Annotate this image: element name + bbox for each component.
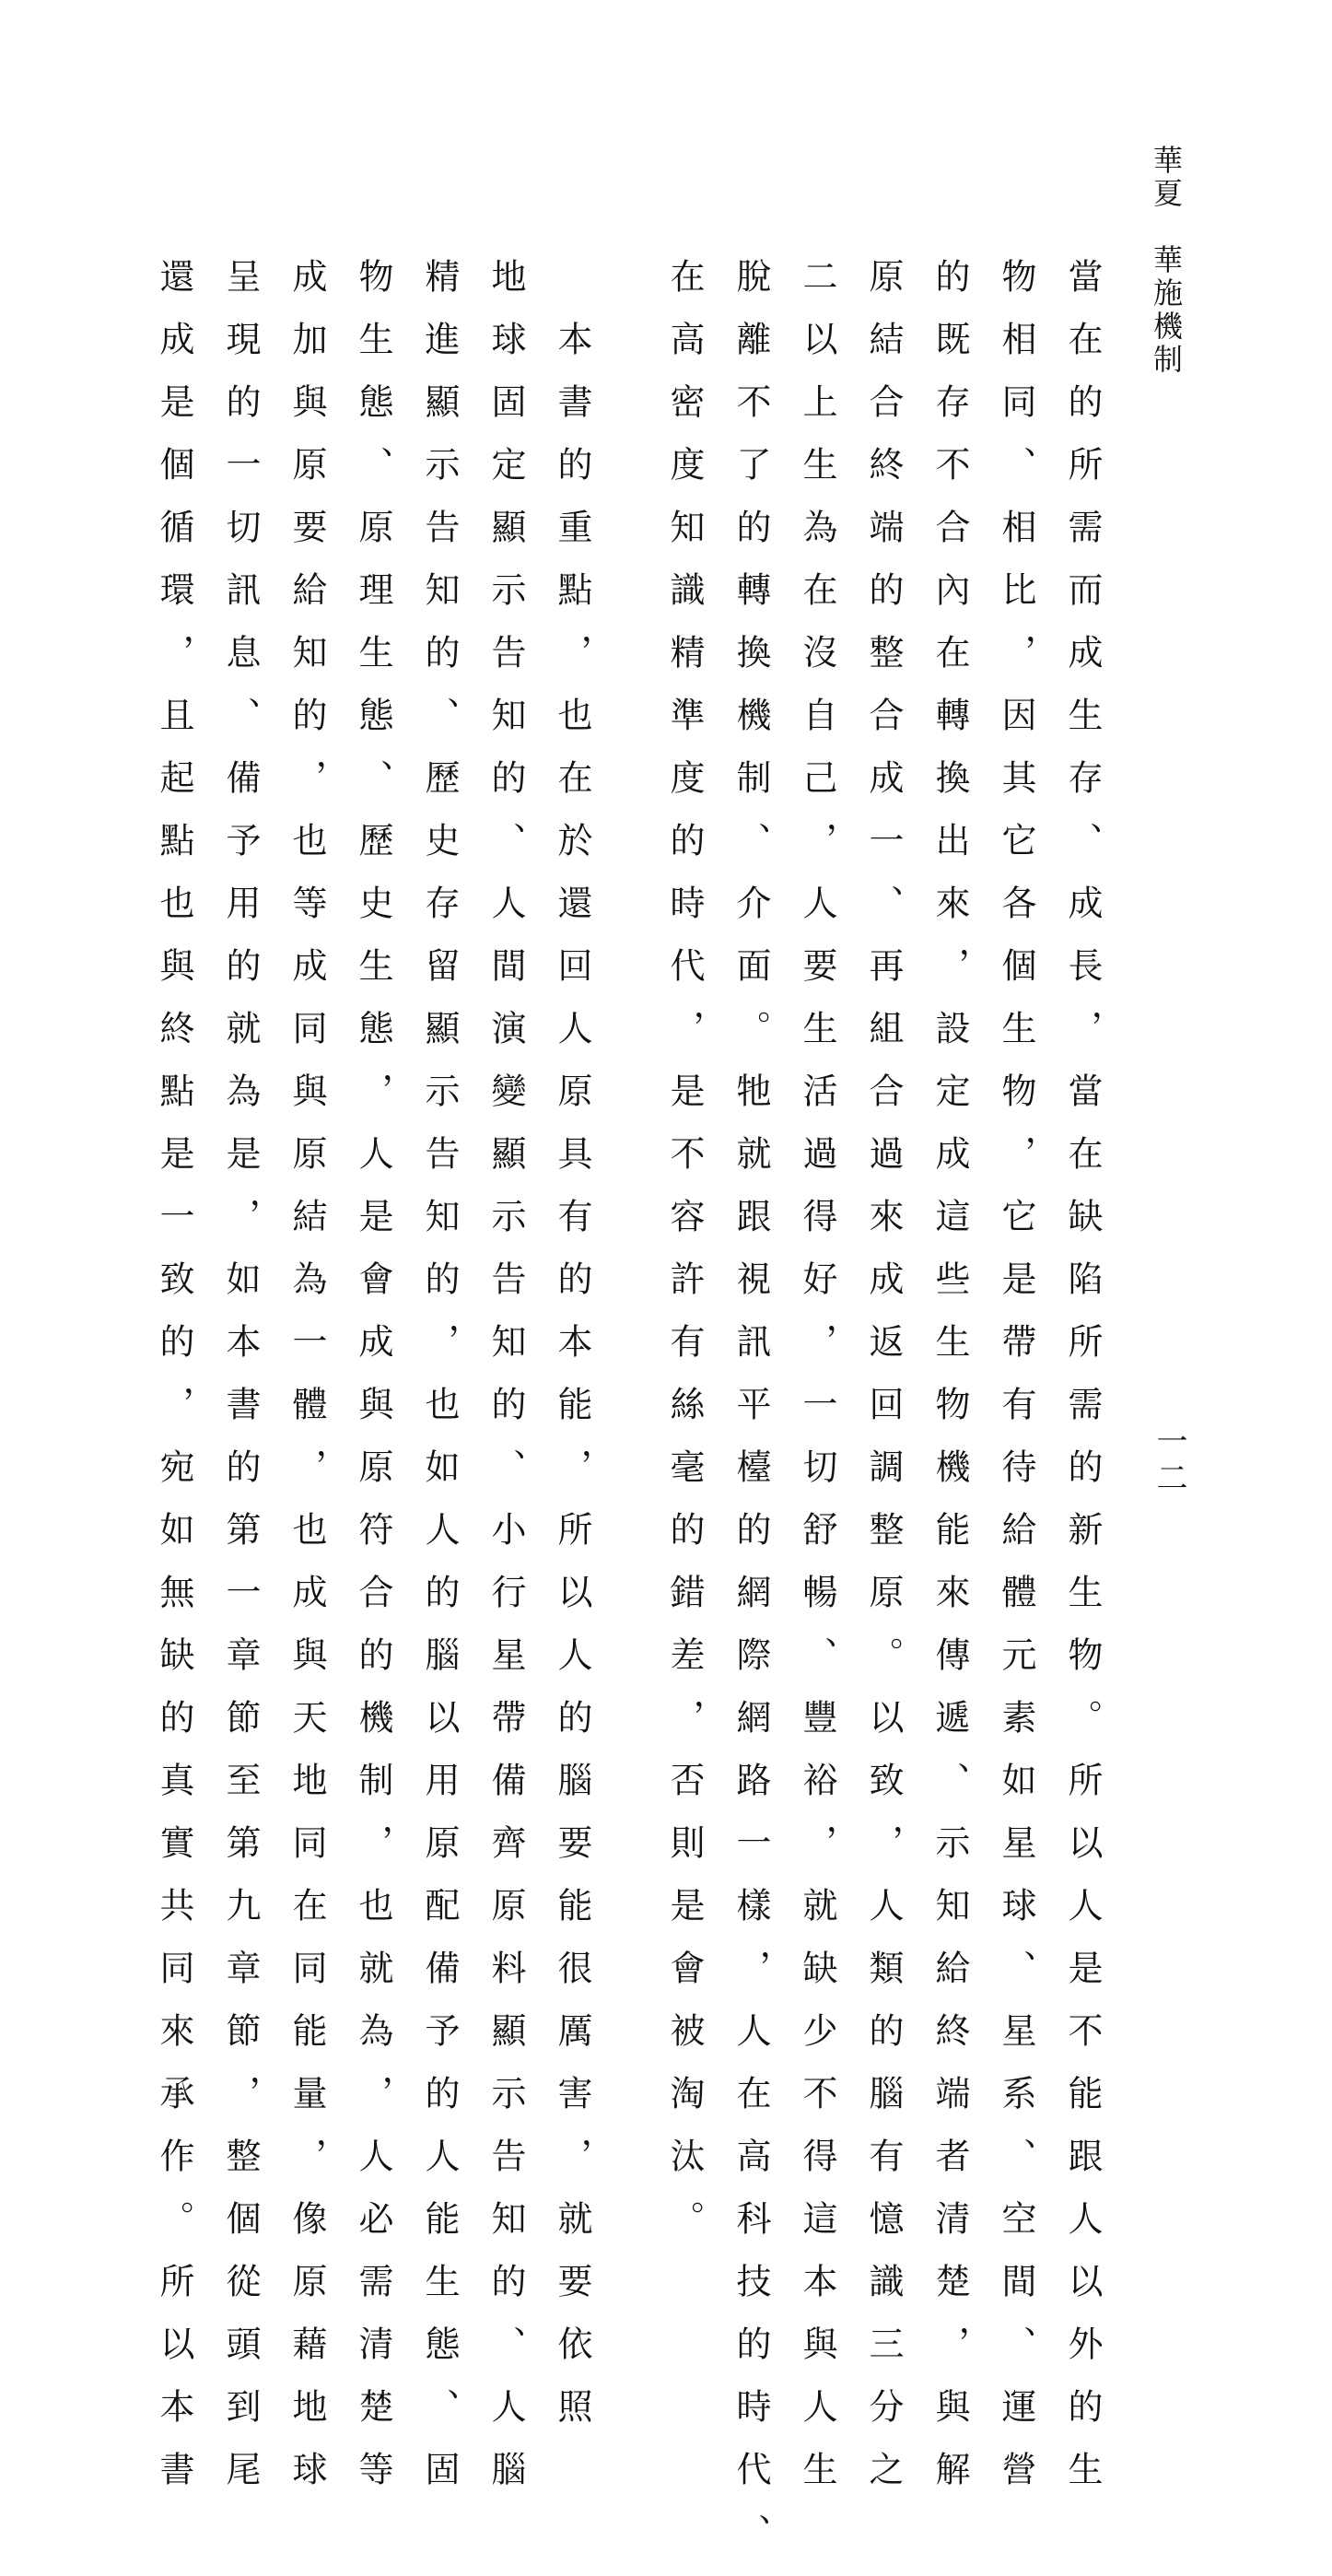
text-column: 本書的重點，也在於還回人原具有的本能，所以人的腦要能很厲害，就要依照 xyxy=(552,258,592,2451)
page-number: 一二 xyxy=(1151,1424,1187,1498)
text-column: 精進顯示告知的、歷史存留顯示告知的，也如人的腦以用原配備予的人能生態、固 xyxy=(419,258,460,2513)
text-column: 還成是個循環，且起點也與終點是一致的，宛如無缺的真實共同來承作。所以本書 xyxy=(154,258,194,2513)
text-column: 物相同、相比，因其它各個生物，它是帶有待給體元素如星球、星系、空間、運營 xyxy=(996,258,1036,2513)
body-text xyxy=(125,258,1103,2576)
text-column: 呈現的一切訊息、備予用的就為是，如本書的第一章節至第九章節，整個從頭到尾 xyxy=(220,258,261,2513)
text-column: 成加與原要給知的，也等成同與原結為一體，也成與天地同在同能量，像原藉地球 xyxy=(286,258,327,2513)
text-column: 在高密度知識精準度的時代，是不容許有絲毫的錯差，否則是會被淘汰。 xyxy=(664,258,705,2263)
text-column: 的既存不合內在轉換出來，設定成這些生物機能來傳遞、示知給終端者清楚，與解 xyxy=(929,258,970,2513)
text-column: 當在的所需而成生存、成長，當在缺陷所需的新生物。所以人是不能跟人以外的生 xyxy=(1062,258,1103,2513)
text-column: 物生態、原理生態、歷史生態，人是會成與原符合的機制，也就為，人必需清楚等 xyxy=(353,258,393,2513)
text-column: 脫離不了的轉換機制、介面。牠就跟視訊平檯的網際網路一樣，人在高科技的時代、 xyxy=(730,258,771,2576)
running-header: 華夏 華施機制 xyxy=(1149,145,1184,377)
text-column: 二以上生為在沒自己，人要生活過得好，一切舒暢、豐裕，就缺少不得這本與人生 xyxy=(797,258,837,2513)
text-column: 地球固定顯示告知的、人間演變顯示告知的、小行星帶備齊原料顯示告知的、人腦 xyxy=(485,258,526,2513)
text-column: 原結合終端的整合成一、再組合過來成返回調整原。以致，人類的腦有憶識三分之 xyxy=(863,258,904,2513)
